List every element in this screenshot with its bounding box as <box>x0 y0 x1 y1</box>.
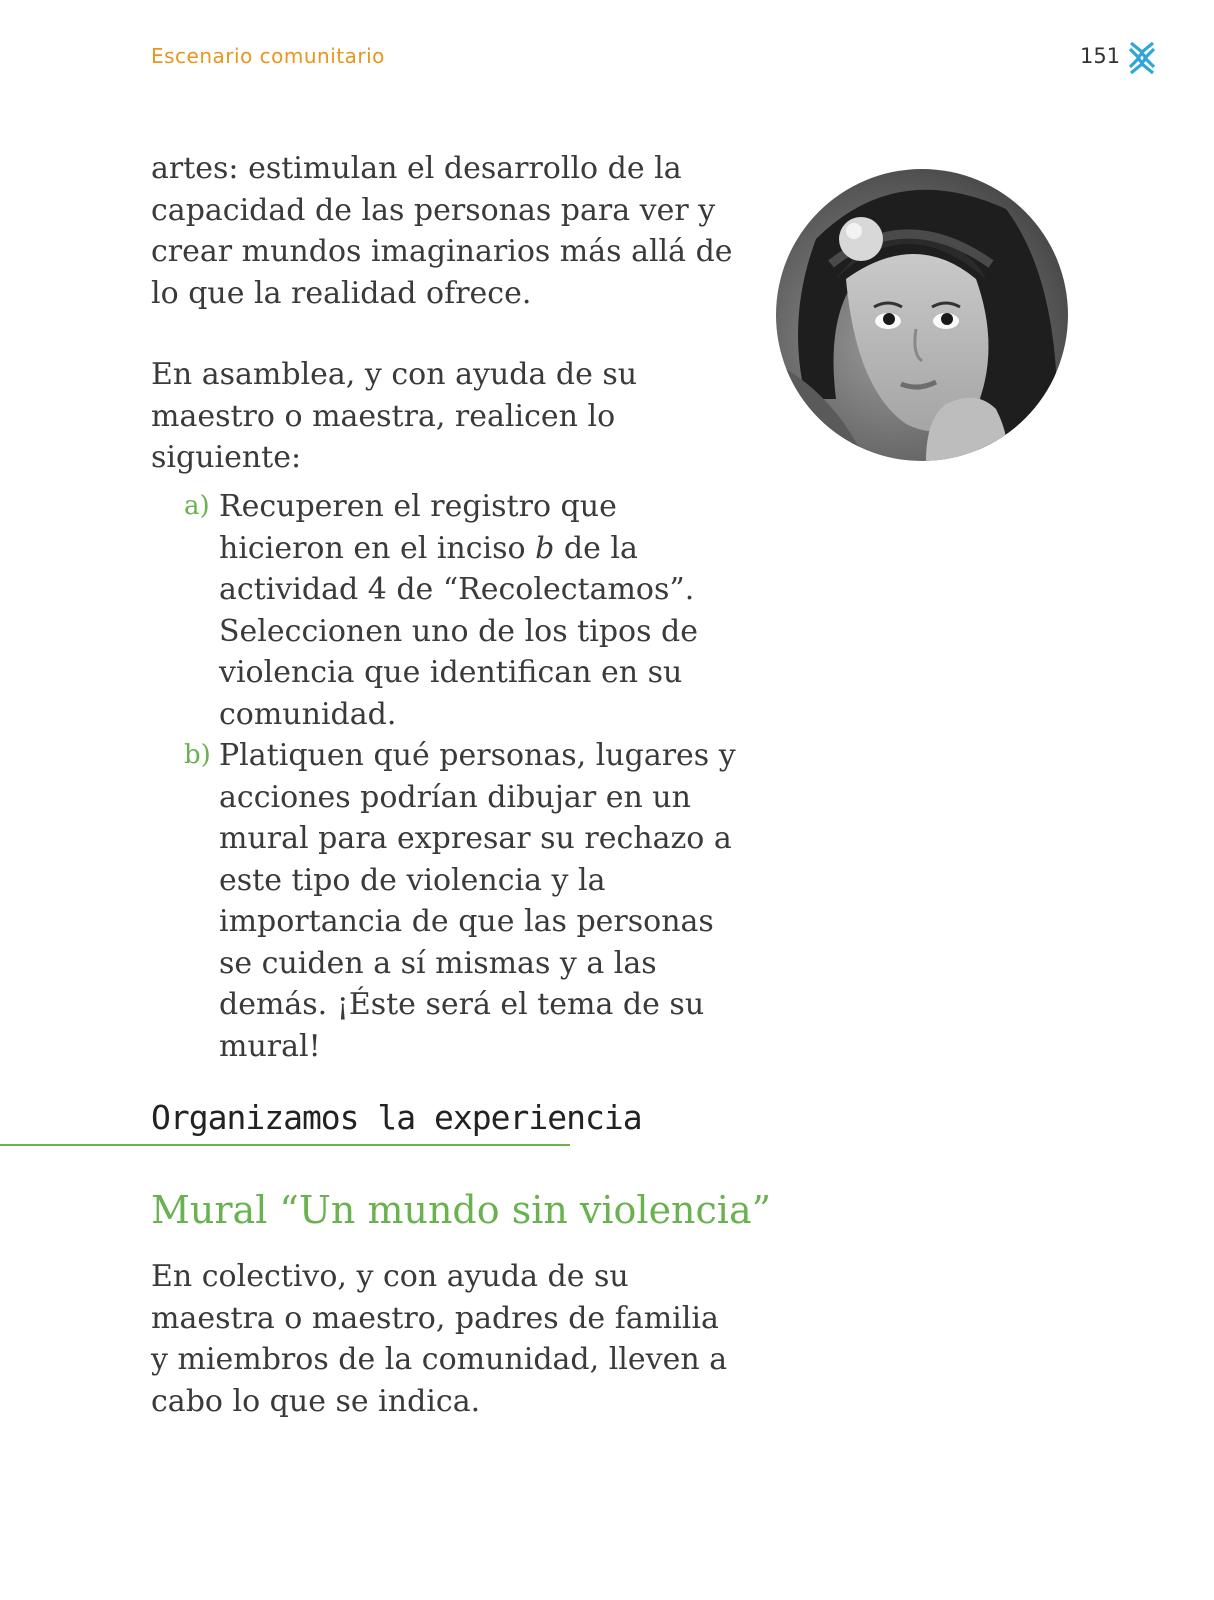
intro-paragraph: artes: estimulan el desarrollo de la capacidad de las personas para ver y crear mundos imaginarios más allá de lo que la realidad ofrece. <box>151 151 733 311</box>
list-item-italic: b <box>535 530 555 566</box>
list-item-text: de la actividad 4 de “Recolectamos”. Seleccionen uno de los tipos de violencia que identifican en su comunidad. <box>219 530 698 732</box>
list-item-text: Recuperen el registro que hicieron en el inciso <box>219 489 617 566</box>
assembly-paragraph: En asamblea, y con ayuda de su maestro o maestra, realicen lo siguiente: <box>151 357 638 475</box>
list-item <box>151 486 751 735</box>
running-header-section: Escenario comunitario <box>151 44 385 68</box>
collective-paragraph: En colectivo, y con ayuda de su maestra o maestro, padres de familia y miembros de la comunidad, lleven a cabo lo que se indica. <box>151 1259 728 1419</box>
list-item-text: Platiquen qué personas, lugares y acciones podrían dibujar en un mural para expresar su rechazo a este tipo de violencia y la importancia de que las personas se cuiden a sí mismas y a las demás. ¡Éste será el tema de su mural! <box>219 738 736 1064</box>
girl-thinking-photo <box>776 169 1068 461</box>
section-heading: Organizamos la experiencia <box>151 1098 642 1137</box>
mural-title: Mural “Un mundo sin violencia” <box>151 1188 772 1232</box>
list-marker: a) <box>184 491 210 521</box>
mosaic-logo-icon <box>1127 40 1157 76</box>
list-marker: b) <box>184 740 211 770</box>
list-item <box>151 735 751 1067</box>
activity-list <box>151 486 751 1067</box>
section-divider <box>0 1144 570 1146</box>
page-number: 151 <box>1080 44 1121 68</box>
